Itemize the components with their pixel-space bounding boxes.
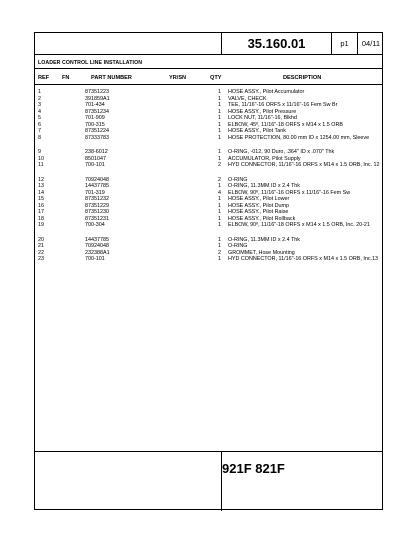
description-cell: TEE, 11/16"-16 ORFS x 11/16"-16 Fem Sw Br [228, 102, 338, 108]
parts-sheet [34, 32, 383, 510]
part-number-cell: 701-909 [85, 115, 105, 121]
ref-cell: 4 [38, 108, 41, 115]
ref-cell: 12 [38, 176, 44, 183]
col-part-number-header: PART NUMBER [91, 75, 132, 81]
qty-cell: 1 [218, 108, 221, 115]
description-cell: ELBOW, 90º, 11/16"-18 ORFS x M14 x 1.5 ORB, Inc. 20-21 [228, 222, 370, 228]
col-yr-sn-header: YR/SN [169, 75, 187, 81]
description-cell: O-RING, 11.3MM ID x 2.4 Thk [228, 236, 300, 243]
document-part-number: 35.160.01 [247, 36, 306, 51]
part-number-cell: 232388A1 [85, 249, 110, 256]
description-cell: O-RING [228, 176, 248, 183]
ref-cell: 16 [38, 202, 44, 209]
ref-cell: 11 [38, 162, 44, 168]
description-cell: HOSE ASSY., Pilot Raise [228, 209, 289, 215]
ref-cell: 22 [38, 249, 44, 256]
qty-cell: 1 [218, 209, 221, 215]
part-number-cell: 14437785 [85, 183, 109, 189]
revision-date: 04/11 [361, 39, 381, 48]
footer-rule [35, 451, 382, 452]
part-number-cell: 70924048 [85, 176, 109, 183]
part-number-cell: 14437785 [85, 236, 109, 243]
description-cell: HOSE ASSY., Pilot Tank [228, 128, 286, 134]
description-cell: ELBOW, 90º, 11/16"-16 ORFS x 11/16"-16 Fem Sw [228, 189, 351, 196]
qty-cell: 1 [218, 196, 221, 202]
part-number-cell: 87351223 [85, 89, 109, 95]
part-number-cell: 700-315 [85, 121, 105, 128]
page-number: p1 [340, 39, 349, 48]
table-row [35, 135, 382, 150]
col-fn-header: FN [62, 75, 70, 81]
col-ref-header: REF [38, 75, 50, 81]
description-cell: O-RING [228, 243, 248, 249]
description-cell: ELBOW, 45º, 11/16"-18 ORFS x M14 x 1.5 ORB [228, 121, 343, 128]
qty-cell: 1 [218, 121, 221, 128]
ref-cell: 17 [38, 209, 44, 215]
ref-cell: 9 [38, 149, 41, 155]
header-date-cell [358, 33, 384, 54]
description-cell: LOCK NUT, 11/16"-16, Blkhd [228, 115, 297, 121]
qty-cell: 1 [218, 215, 221, 222]
footer-divider [221, 451, 222, 511]
ref-cell: 20 [38, 236, 44, 243]
description-cell: HYD CONNECTOR, 11/16"-16 ORFS x M14 x 1.5 ORB, Inc.13 [228, 256, 379, 262]
parts-list [35, 89, 382, 271]
title-rule [35, 68, 382, 69]
part-number-cell: 700-304 [85, 222, 105, 228]
description-cell: HOSE ASSY., Pilot Accumulator [228, 89, 305, 95]
section-title: LOADER CONTROL LINE INSTALLATION [38, 60, 143, 66]
part-number-cell: 87351234 [85, 108, 109, 115]
qty-cell: 1 [218, 95, 221, 102]
ref-cell: 15 [38, 196, 44, 202]
header-rule [35, 54, 382, 55]
part-number-cell: 701-319 [85, 189, 105, 196]
table-row [35, 256, 382, 271]
ref-cell: 5 [38, 115, 41, 121]
ref-cell: 21 [38, 243, 44, 249]
description-cell: O-RING, -012, 90 Duro, .364" ID x .070" Thk [228, 149, 335, 155]
qty-cell: 1 [218, 243, 221, 249]
qty-cell: 1 [218, 155, 221, 162]
part-number-cell: 238-6012 [85, 149, 108, 155]
ref-cell: 2 [38, 95, 41, 102]
qty-cell: 1 [218, 149, 221, 155]
qty-cell: 1 [218, 134, 221, 141]
qty-cell: 1 [218, 115, 221, 121]
ref-cell: 19 [38, 222, 44, 228]
col-qty-header: QTY [210, 75, 222, 81]
column-header-rule [35, 84, 382, 85]
part-number-cell: 87333783 [85, 134, 109, 141]
part-number-cell: 700-101 [85, 256, 105, 262]
ref-cell: 14 [38, 189, 44, 196]
qty-cell: 1 [218, 202, 221, 209]
description-cell: HOSE ASSY., Pilot Lower [228, 196, 290, 202]
qty-cell: 2 [218, 176, 221, 183]
header-page-cell [332, 33, 357, 54]
ref-cell: 10 [38, 155, 44, 162]
ref-cell: 7 [38, 128, 41, 134]
description-cell: HOSE PROTECTION, 80.00 mm ID x 1254.00 mm, Sleeve [228, 134, 370, 141]
ref-cell: 8 [38, 134, 41, 141]
header-part-cell [222, 33, 331, 54]
ref-cell: 1 [38, 89, 41, 95]
ref-cell: 23 [38, 256, 44, 262]
part-number-cell: 87351232 [85, 196, 109, 202]
qty-cell: 2 [218, 162, 221, 168]
table-row [35, 162, 382, 177]
table-row [35, 222, 382, 237]
part-number-cell: 8501047 [85, 155, 106, 162]
qty-cell: 1 [218, 89, 221, 95]
part-number-cell: 701-434 [85, 102, 105, 108]
part-number-cell: 391859A1 [85, 95, 110, 102]
ref-cell: 3 [38, 102, 41, 108]
qty-cell: 1 [218, 256, 221, 262]
description-cell: HYD CONNECTOR, 11/16"-16 ORFS x M14 x 1.5 ORB, Inc. 12 [228, 162, 380, 168]
qty-cell: 1 [218, 236, 221, 243]
qty-cell: 2 [218, 249, 221, 256]
qty-cell: 1 [218, 222, 221, 228]
ref-cell: 18 [38, 215, 44, 222]
description-cell: HOSE ASSY., Pilot Dump [228, 202, 290, 209]
description-cell: O-RING, 11.3MM ID x 2.4 Thk [228, 183, 300, 189]
description-cell: ACCUMULATOR, Pilot Supply [228, 155, 301, 162]
part-number-cell: 87351231 [85, 215, 109, 222]
description-cell: VALVE, CHECK [228, 95, 267, 102]
part-number-cell: 700-101 [85, 162, 105, 168]
part-number-cell: 70924048 [85, 243, 109, 249]
part-number-cell: 87351230 [85, 209, 109, 215]
col-description-header: DESCRIPTION [283, 75, 322, 81]
description-cell: HOSE ASSY., Pilot Rollback [228, 215, 296, 222]
part-number-cell: 87351224 [85, 128, 109, 134]
ref-cell: 6 [38, 121, 41, 128]
ref-cell: 13 [38, 183, 44, 189]
model-designation: 921F 821F [222, 461, 285, 476]
part-number-cell: 87351229 [85, 202, 109, 209]
qty-cell: 4 [218, 189, 221, 196]
qty-cell: 1 [218, 128, 221, 134]
description-cell: HOSE ASSY., Pilot Pressure [228, 108, 297, 115]
qty-cell: 1 [218, 102, 221, 108]
qty-cell: 1 [218, 183, 221, 189]
description-cell: GROMMET, Hose Mounting [228, 249, 295, 256]
